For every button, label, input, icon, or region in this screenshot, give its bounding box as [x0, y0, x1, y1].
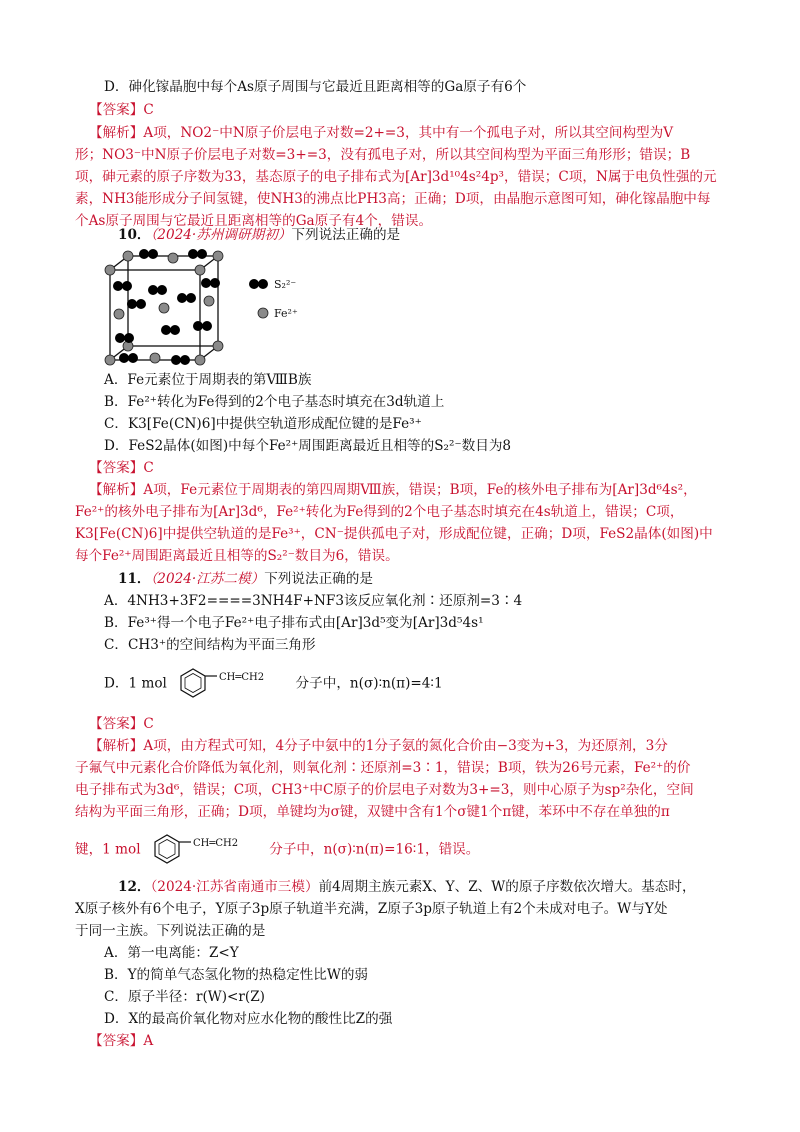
q12-option-d: D．X的最高价氧化物对应水化物的酸性比Z的强 [104, 1011, 393, 1027]
q11-explanation-line: 电子排布式为3d⁶，错误；C项，CH3⁺中C原子的价层电子对数为3+=3，则中心原子为sp²杂化，空间 [75, 782, 694, 798]
q12-option-b: B．Y的简单气态氢化物的热稳定性比W的弱 [104, 967, 369, 983]
q12-answer: 【答案】A [89, 1033, 154, 1049]
styrene-substituent-label: CH═CH2 [192, 838, 239, 849]
q9-explanation-line: 素，NH3能形成分子间氢键，使NH3的沸点比PH3高；正确；D项，由晶胞示意图可知，砷化镓晶胞中每 [75, 191, 711, 207]
q12-source: （2024·江苏省南通市三模） [150, 879, 319, 895]
q11-explanation-line: 【解析】A项，由方程式可知，4分子中氨中的1分子氨的氮化合价由−3变为+3，为还原剂，3分 [89, 738, 668, 754]
q9-explanation-line: 个As原子周围与它最近且距离相等的Ga原子有4个，错误。 [75, 213, 433, 229]
q10-source: （2024·苏州调研期初） [150, 227, 292, 243]
legend-fe-label: Fe²⁺ [274, 307, 298, 320]
q12-header [118, 878, 696, 896]
q12-option-a: A．第一电离能：Z<Y [104, 945, 239, 961]
fe-ions [105, 251, 223, 365]
q10-number: 10． [118, 227, 151, 243]
q12-stem-line: X原子核外有6个电子，Y原子3p原子轨道半充满，Z原子3p原子轨道上有2个未成对电子。W与Y处 [75, 901, 668, 917]
q11-explanation-line: 结构为平面三角形，正确；D项，单键均为σ键，双键中含有1个σ键1个π键，苯环中不存在单独的π [75, 804, 670, 820]
q10-option-a: A．Fe元素位于周期表的第ⅧB族 [104, 372, 312, 388]
q11-option-d [104, 664, 443, 704]
q10-explanation-line: 每个Fe²⁺周围距离最近且相等的S₂²⁻数目为6，错误。 [75, 548, 399, 564]
styrene-structure-icon [145, 830, 265, 870]
styrene-structure-icon [171, 664, 291, 704]
legend-s2-label: S₂²⁻ [274, 278, 297, 291]
q10-explanation-line: Fe²⁺的核外电子排布为[Ar]3d⁶，Fe²⁺转化为Fe得到的2个电子基态时填充在4s轨道上，错误；C项， [75, 504, 684, 520]
q11-stem: 下列说法正确的是 [264, 571, 373, 587]
q9-explanation-line: 形；NO3⁻中N原子价层电子对数=3+=3，没有孤电子对，所以其空间构型为平面三角形形；错误；B [75, 147, 691, 163]
figure-legend [249, 278, 298, 320]
q12-stem: 前4周期主族元素X、Y、Z、W的原子序数依次增大。基态时， [318, 879, 696, 895]
q12-stem-line: 于同一主族。下列说法正确的是 [75, 923, 266, 939]
q10-explanation-line: 【解析】A项，Fe元素位于周期表的第四周期Ⅷ族，错误；B项，Fe的核外电子排布为[Ar]3d⁶4s²， [89, 482, 697, 498]
q11-number: 11． [118, 571, 151, 587]
q9-answer: 【答案】C [89, 102, 154, 118]
q12-number: 12． [118, 879, 151, 895]
q11-source: （2024·江苏二模） [150, 571, 265, 587]
q11-answer: 【答案】C [89, 716, 154, 732]
q11-option-b: B．Fe³⁺得一个电子Fe²⁺电子排布式由[Ar]3d⁵变为[Ar]3d⁵4s¹ [104, 615, 484, 631]
q11-option-d-suffix: 分子中，n(σ)∶n(π)=4∶1 [295, 675, 443, 692]
q10-answer: 【答案】C [89, 460, 154, 476]
q9-explanation-line: 【解析】A项，NO2⁻中N原子价层电子对数=2+=3，其中有一个孤电子对，所以其空间构型为V [89, 125, 674, 141]
q9-option-d: D．砷化镓晶胞中每个As原子周围与它最近且距离相等的Ga原子有6个 [104, 79, 527, 95]
q9-explanation-line: 项，砷元素的原子序数为33，基态原子的电子排布式为[Ar]3d¹⁰4s²4p³，错误；C项，N属于电负性强的元 [75, 169, 717, 185]
q12-option-c: C．原子半径：r(W)<r(Z) [104, 989, 265, 1005]
q11-explanation-last-prefix: 键，1 mol [75, 841, 141, 858]
q11-explanation-line: 子氟气中元素化合价降低为氧化剂，则氧化剂∶还原剂=3∶1，错误；B项，铁为26号元素，Fe²⁺的价 [75, 760, 691, 776]
fes2-crystal-figure [96, 246, 316, 374]
q10-explanation-line: K3[Fe(CN)6]中提供空轨道的是Fe³⁺，CN⁻提供孤电子对，形成配位键，正确；D项，FeS2晶体(如图)中 [75, 526, 713, 542]
q10-option-d: D．FeS2晶体(如图)中每个Fe²⁺周围距离最近且相等的S₂²⁻数目为8 [104, 438, 512, 454]
q11-option-c: C．CH3⁺的空间结构为平面三角形 [104, 637, 316, 653]
q11-option-d-prefix: D．1 mol [104, 675, 167, 692]
q11-header [118, 570, 373, 588]
q11-explanation-last [75, 830, 479, 870]
q10-option-c: C．K3[Fe(CN)6]中提供空轨道形成配位键的是Fe³⁺ [104, 416, 422, 432]
q10-header [118, 226, 400, 244]
q10-stem: 下列说法正确的是 [291, 227, 401, 243]
styrene-substituent-label: CH═CH2 [219, 672, 265, 683]
q11-explanation-last-suffix: 分子中，n(σ)∶n(π)=16∶1，错误。 [269, 841, 480, 858]
q10-option-b: B．Fe²⁺转化为Fe得到的2个电子基态时填充在3d轨道上 [104, 394, 445, 410]
q11-option-a: A．4NH3+3F2====3NH4F+NF3该反应氧化剂∶还原剂=3∶4 [104, 593, 523, 609]
